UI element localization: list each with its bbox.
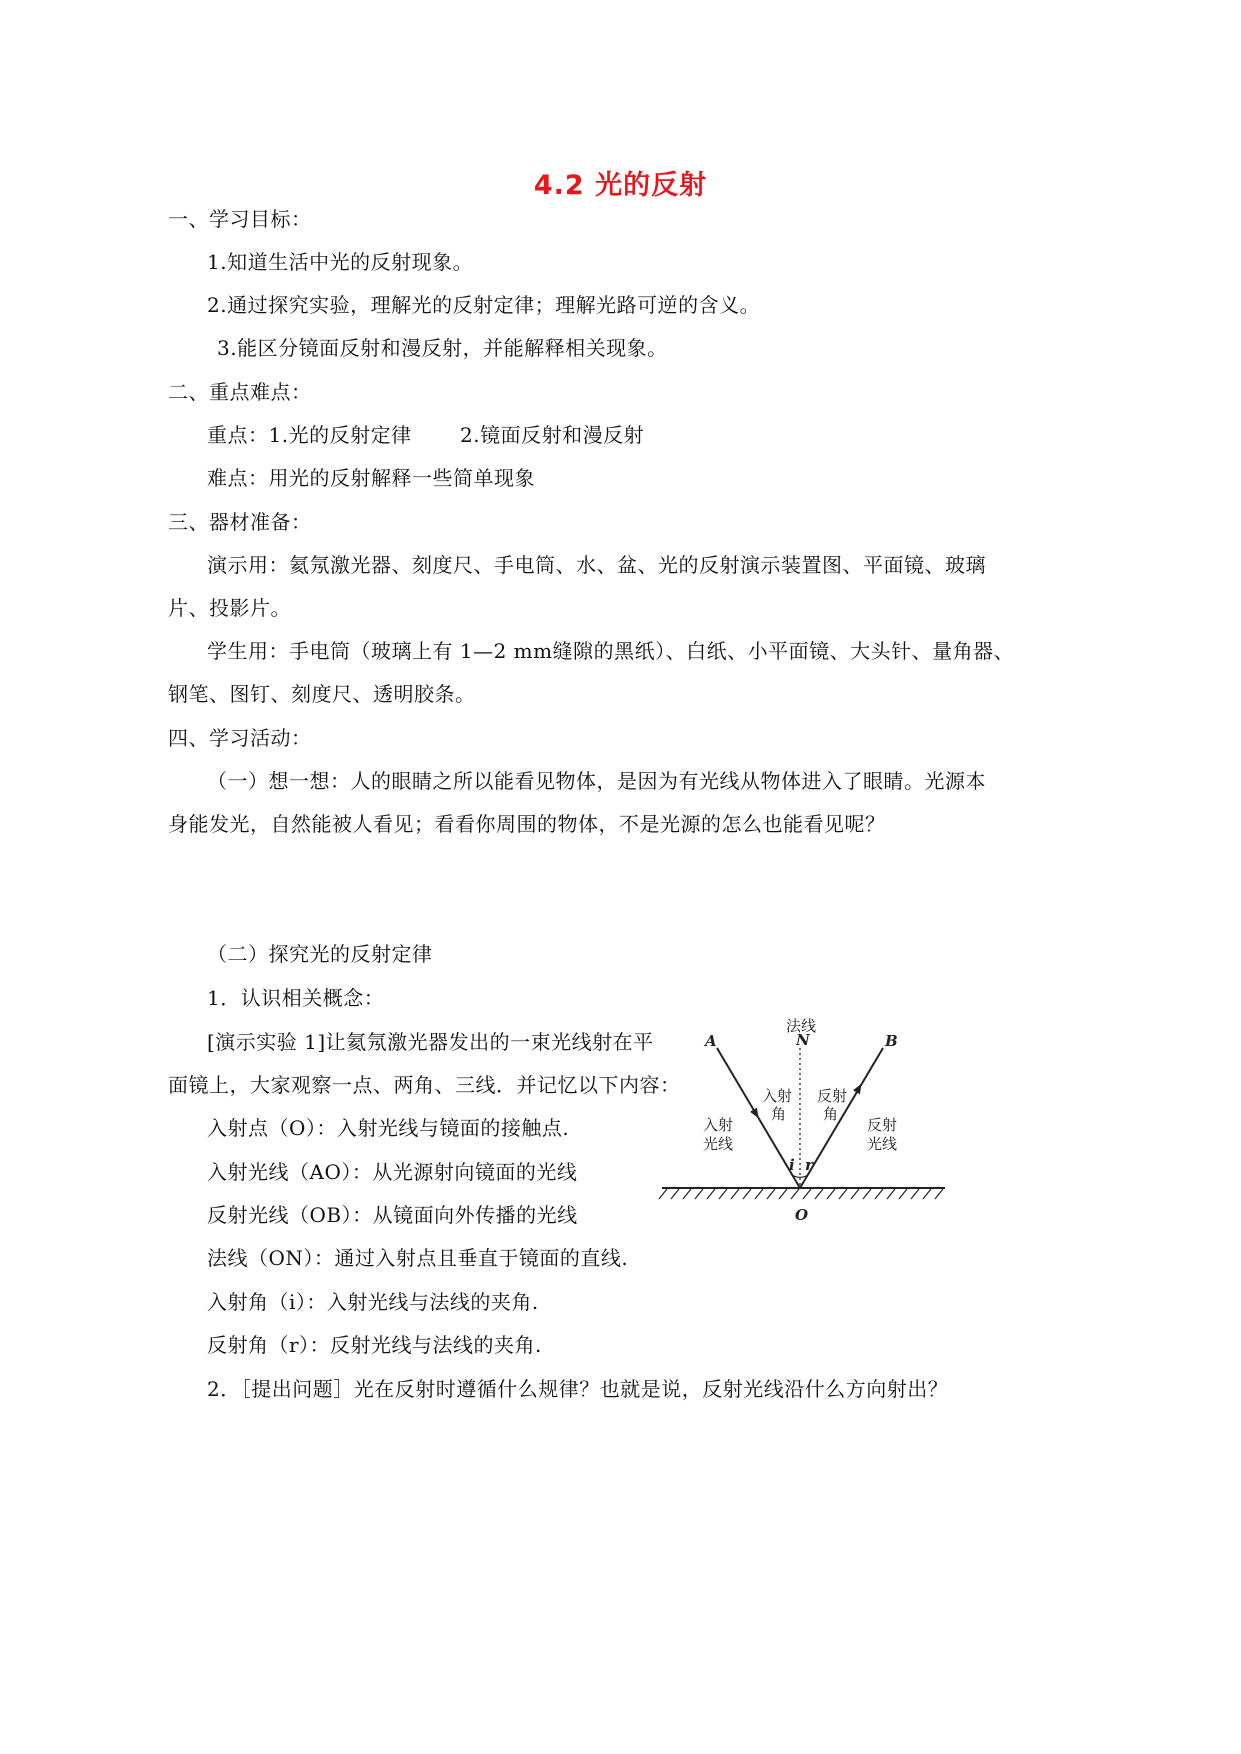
- question-line: 2．［提出问题］光在反射时遵循什么规律？也就是说，反射光线沿什么方向射出？: [207, 1377, 949, 1401]
- key-point-b: 2.镜面反射和漫反射: [460, 423, 645, 447]
- demo-experiment-line: 面镜上，大家观察一点、两角、三线．并记忆以下内容：: [168, 1073, 681, 1097]
- student-materials-line: 学生用：手电筒（玻璃上有 1—2 mm缝隙的黑纸）、白纸、小平面镜、大头针、量角器、: [207, 639, 1015, 663]
- explore-heading: （二）探究光的反射定律: [207, 942, 433, 966]
- angle-r-label: r: [805, 1156, 813, 1174]
- incident-ray-label: 入射: [703, 1116, 734, 1134]
- reflection-diagram: [655, 1008, 955, 1233]
- student-materials-line: 钢笔、图钉、刻度尺、透明胶条。: [168, 682, 476, 706]
- normal-label: 法线: [786, 1017, 817, 1035]
- point-b-label: B: [885, 1032, 898, 1050]
- reflect-angle-label: 反射: [817, 1087, 848, 1105]
- definition-reflect-angle: 反射角（r）：反射光线与法线的夹角.: [207, 1333, 542, 1357]
- think-paragraph-line: （一）想一想：人的眼睛之所以能看见物体，是因为有光线从物体进入了眼睛。光源本: [207, 769, 986, 793]
- page-title: 4.2 光的反射: [533, 170, 708, 201]
- goal-item: 1.知道生活中光的反射现象。: [207, 250, 474, 274]
- demo-materials-line: 演示用：氦氖激光器、刻度尺、手电筒、水、盆、光的反射演示装置图、平面镜、玻璃: [207, 553, 986, 577]
- goal-item: 2.通过探究实验，理解光的反射定律；理解光路可逆的含义。: [207, 293, 761, 317]
- demo-experiment-line: [演示实验 1]让氦氖激光器发出的一束光线射在平: [207, 1030, 654, 1054]
- definition-normal: 法线（ON）：通过入射点且垂直于镜面的直线.: [207, 1246, 629, 1270]
- point-n-label: N: [796, 1031, 810, 1049]
- demo-materials-line: 片、投影片。: [168, 596, 291, 620]
- definition-incident-ray: 入射光线（AO）：从光源射向镜面的光线: [207, 1160, 578, 1184]
- section-heading-focus: 二、重点难点：: [168, 380, 312, 404]
- definition-reflected-ray: 反射光线（OB）：从镜面向外传播的光线: [207, 1203, 578, 1227]
- point-o-label: O: [795, 1206, 809, 1224]
- incident-angle-label: 角: [771, 1105, 787, 1123]
- goal-item: 3.能区分镜面反射和漫反射，并能解释相关现象。: [217, 336, 668, 360]
- reflect-ray-label: 反射: [867, 1116, 898, 1134]
- angle-i-label: i: [789, 1156, 795, 1174]
- think-paragraph-line: 身能发光，自然能被人看见；看看你周围的物体，不是光源的怎么也能看见呢？: [168, 812, 886, 836]
- mirror-surface: [659, 1188, 945, 1199]
- definition-incident-point: 入射点（O）：入射光线与镜面的接触点.: [207, 1116, 570, 1140]
- difficult-point: 难点：用光的反射解释一些简单现象: [207, 466, 535, 490]
- reflect-ray-label: 光线: [867, 1135, 898, 1153]
- concept-heading: 1．认识相关概念：: [207, 986, 385, 1010]
- key-point-a: 重点：1.光的反射定律: [207, 423, 412, 447]
- section-heading-activities: 四、学习活动：: [168, 726, 312, 750]
- reflect-angle-label: 角: [823, 1105, 839, 1123]
- incident-angle-label: 入射: [762, 1087, 793, 1105]
- section-heading-materials: 三、器材准备：: [168, 510, 312, 534]
- point-a-label: A: [705, 1032, 717, 1050]
- section-heading-goals: 一、学习目标：: [168, 207, 312, 231]
- definition-incident-angle: 入射角（i）：入射光线与法线的夹角.: [207, 1290, 539, 1314]
- incident-ray-label: 光线: [703, 1135, 734, 1153]
